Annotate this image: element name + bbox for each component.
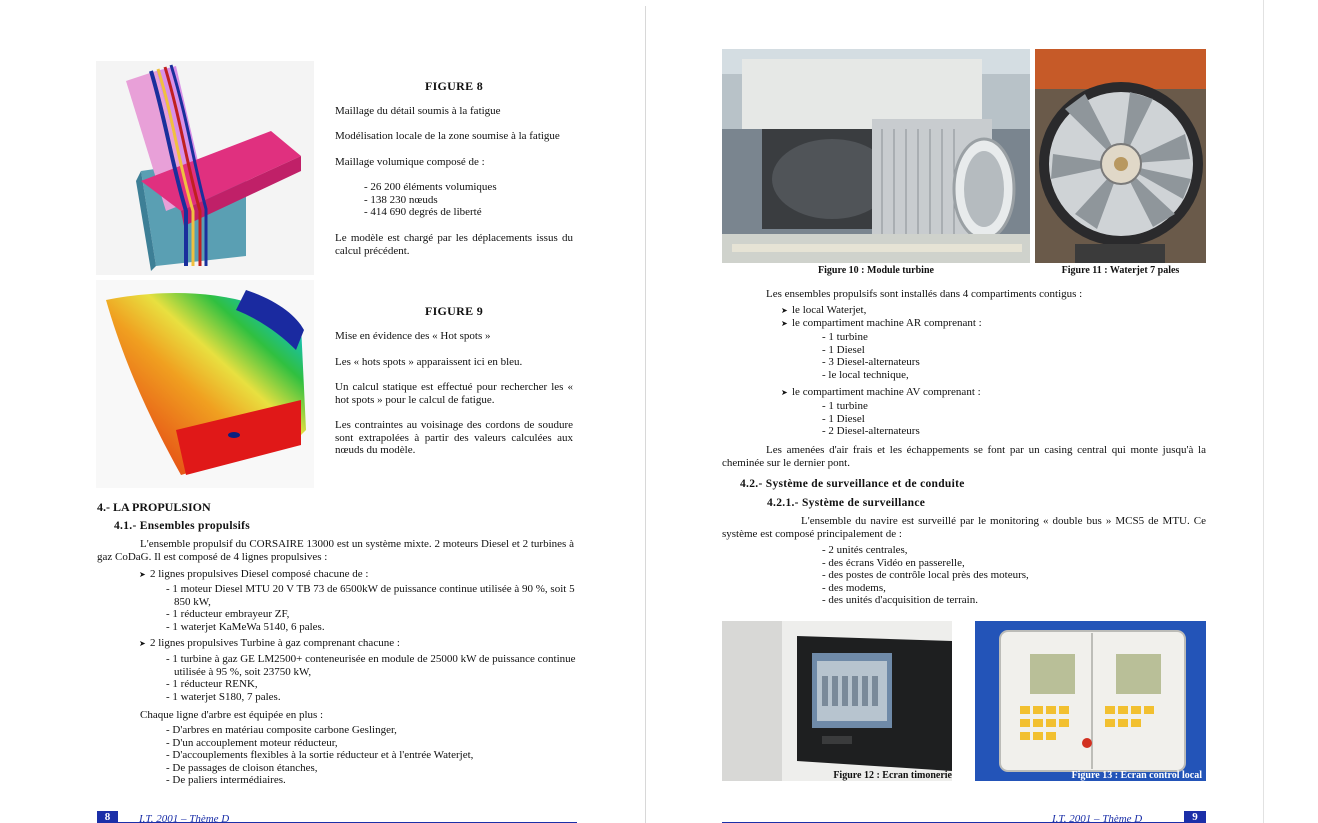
- figure-9-hotspot-image: [96, 280, 314, 488]
- figure-9-p2: Les « hots spots » apparaissent ici en bleu.: [335, 356, 523, 368]
- list-item: - 1 réducteur embrayeur ZF,: [166, 608, 576, 621]
- list-item: - 1 waterjet S180, 7 pales.: [166, 691, 576, 704]
- section-4-heading: 4.- LA PROPULSION: [97, 500, 211, 514]
- figure-9-title: FIGURE 9: [424, 304, 484, 318]
- list-item: - 1 moteur Diesel MTU 20 V TB 73 de 6500kW de puissance continue utilisée à 90 %, soit 5 850 kW,: [166, 583, 576, 608]
- compartment-ar-list: [822, 331, 920, 381]
- extra-equipment-label: Chaque ligne d'arbre est équipée en plus :: [140, 709, 324, 721]
- list-item: - 2 unités centrales,: [822, 544, 1029, 557]
- page-number-left: 8: [97, 811, 118, 823]
- footer-text-left: I.T. 2001 – Thème D: [139, 813, 230, 823]
- list-item: - 3 Diesel-alternateurs: [822, 356, 920, 369]
- compartment-av: ➤ le compartiment machine AV comprenant :: [781, 386, 981, 398]
- list-item: - le local technique,: [822, 369, 920, 382]
- list-item: - De passages de cloison étanches,: [166, 762, 473, 775]
- figure-9-p3: Un calcul statique est effectué pour rechercher les « hot spots » pour le calcul de fatigue.: [335, 381, 573, 406]
- figure-8-line-1: Maillage du détail soumis à la fatigue: [335, 105, 501, 117]
- list-item: - 1 Diesel: [822, 413, 920, 426]
- section-4-2-heading: 4.2.- Système de surveillance et de conduite: [740, 478, 965, 490]
- compartments-intro: Les ensembles propulsifs sont installés dans 4 compartiments contigus :: [766, 288, 1083, 300]
- turbine-lines-list: [166, 653, 576, 703]
- extra-equipment-list: [166, 724, 473, 787]
- list-item: - 1 réducteur RENK,: [166, 678, 576, 691]
- diesel-lines-label: ➤ 2 lignes propulsives Diesel composé chacune de :: [139, 568, 369, 580]
- figure-9-p4: Les contraintes au voisinage des cordons de soudure sont extrapolées à partir des valeurs calculées aux nœuds du modèle.: [335, 419, 573, 456]
- list-item: - 2 Diesel-alternateurs: [822, 425, 920, 438]
- section-4-1-heading: 4.1.- Ensembles propulsifs: [114, 520, 251, 532]
- figure-8-list: [364, 181, 497, 219]
- list-item: - 1 waterjet KaMeWa 5140, 6 pales.: [166, 621, 576, 634]
- compartment-waterjet: ➤ le local Waterjet,: [781, 304, 867, 316]
- figure-11-caption: Figure 11 : Waterjet 7 pales: [1061, 265, 1180, 276]
- figure-8-line-2: Modélisation locale de la zone soumise à la fatigue: [335, 130, 560, 142]
- list-item: - des postes de contrôle local près des moteurs,: [822, 569, 1029, 582]
- figure-10-turbine-photo: [722, 49, 1030, 263]
- list-item: - 138 230 nœuds: [364, 194, 497, 207]
- compartment-av-list: [822, 400, 920, 438]
- figure-13-control-panel-photo: [975, 621, 1206, 781]
- page-number-right: 9: [1184, 811, 1206, 823]
- list-item: - 1 Diesel: [822, 344, 920, 357]
- figure-8-line-3: Maillage volumique composé de :: [335, 156, 485, 168]
- list-item: - D'arbres en matériau composite carbone Geslinger,: [166, 724, 473, 737]
- footer-text-right: I.T. 2001 – Thème D: [1052, 813, 1143, 823]
- section-4-2-1-heading: 4.2.1.- Système de surveillance: [767, 497, 926, 509]
- list-item: - De paliers intermédiaires.: [166, 774, 473, 787]
- diesel-lines-list: [166, 583, 576, 633]
- figure-10-caption: Figure 10 : Module turbine: [818, 265, 934, 276]
- list-item: - des unités d'acquisition de terrain.: [822, 594, 1029, 607]
- monitoring-list: [822, 544, 1029, 607]
- list-item: - des écrans Vidéo en passerelle,: [822, 557, 1029, 570]
- list-item: - 1 turbine à gaz GE LM2500+ conteneurisée en module de 25000 kW de puissance continue utilisée à 95 %, soit 23750 kW,: [166, 653, 576, 678]
- list-item: - D'accouplements flexibles à la sortie réducteur et à l'entrée Waterjet,: [166, 749, 473, 762]
- page-gutter: [645, 6, 646, 823]
- list-item: - D'un accouplement moteur réducteur,: [166, 737, 473, 750]
- list-item: - 26 200 éléments volumiques: [364, 181, 497, 194]
- figure-13-caption: Figure 13 : Ecran control local: [1071, 770, 1202, 781]
- list-item: - 414 690 degrés de liberté: [364, 206, 497, 219]
- compartment-ar: ➤ le compartiment machine AR comprenant :: [781, 317, 982, 329]
- section-4-1-intro: L'ensemble propulsif du CORSAIRE 13000 est un système mixte. 2 moteurs Diesel et 2 turbines à gaz CoDaG. Il est composé de 4 lignes propulsives :: [97, 538, 574, 563]
- air-exhaust-text: Les amenées d'air frais et les échappements se font par un casing central qui monte jusqu'à la cheminée sur le dernier pont.: [722, 444, 1206, 469]
- list-item: - 1 turbine: [822, 331, 920, 344]
- figure-12-screen-photo: [722, 621, 952, 781]
- figure-9-p1: Mise en évidence des « Hot spots »: [335, 330, 491, 342]
- list-item: - des modems,: [822, 582, 1029, 595]
- figure-8-mesh-image: [96, 61, 314, 275]
- turbine-lines-label: ➤ 2 lignes propulsives Turbine à gaz comprenant chacune :: [139, 637, 400, 649]
- figure-8-title: FIGURE 8: [424, 79, 484, 93]
- figure-12-caption: Figure 12 : Ecran timonerie: [833, 770, 952, 781]
- page-edge: [1263, 0, 1264, 823]
- figure-11-waterjet-photo: [1035, 49, 1206, 263]
- list-item: - 1 turbine: [822, 400, 920, 413]
- figure-8-closing: Le modèle est chargé par les déplacements issus du calcul précédent.: [335, 232, 573, 257]
- monitoring-text: L'ensemble du navire est surveillé par le monitoring « double bus » MCS5 de MTU. Ce système est composé principalement de :: [722, 515, 1206, 540]
